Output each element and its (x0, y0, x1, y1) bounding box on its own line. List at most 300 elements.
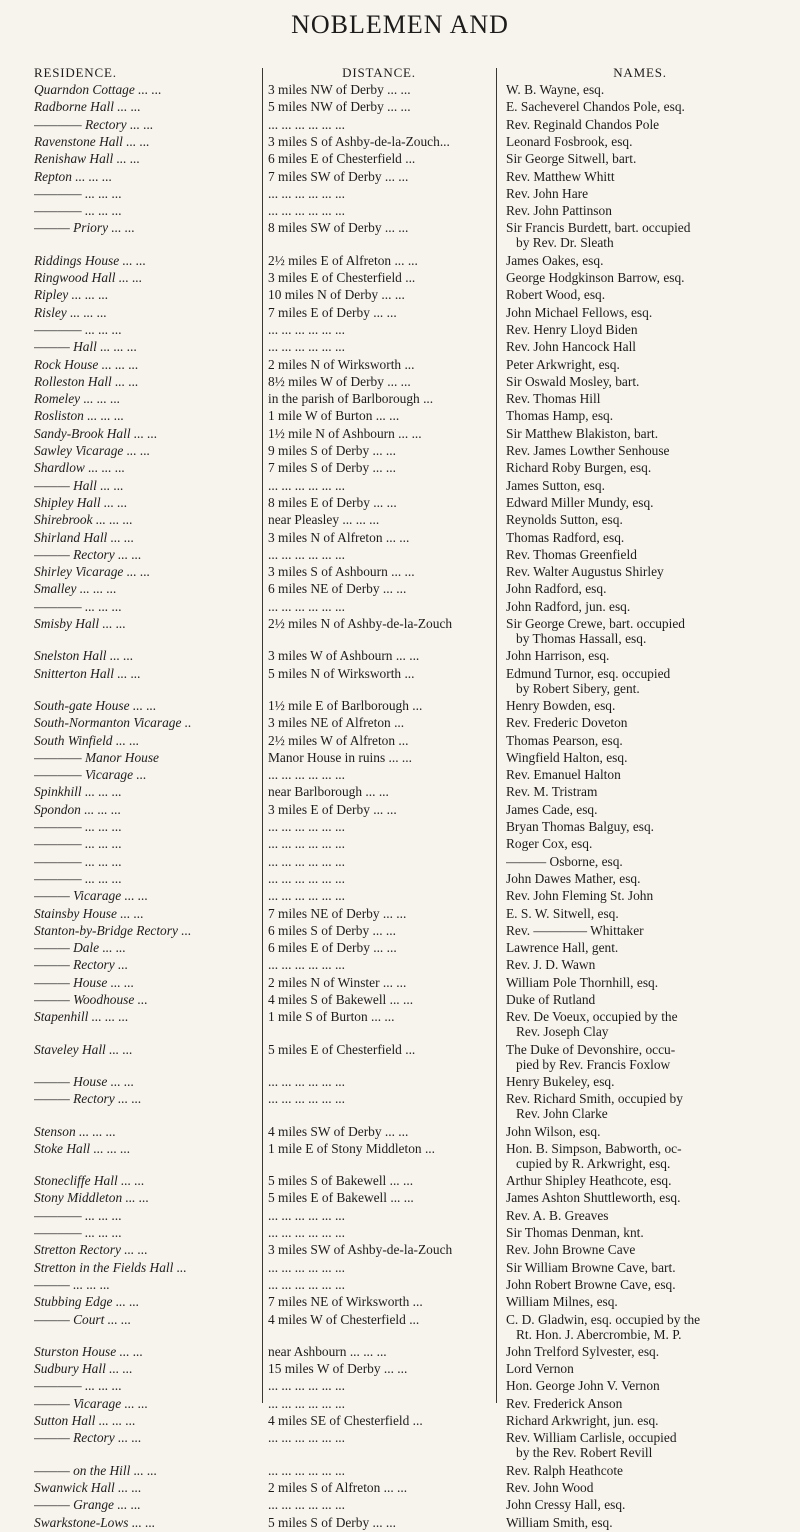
name-cell (506, 1515, 774, 1530)
name-cell (506, 151, 774, 166)
name-continuation: by Rev. Dr. Sleath (516, 235, 614, 251)
name-cell (506, 616, 774, 646)
name-cell (506, 784, 774, 799)
name-text: Rev. John Hancock Hall (506, 339, 637, 355)
residence-cell: ———— ... ... ... (34, 1207, 122, 1223)
distance-cell: ... ... ... ... ... ... (268, 1462, 345, 1478)
name-text: Edmund Turnor, esq. occupied (506, 665, 671, 681)
name-text: Peter Arkwright, esq. (506, 356, 620, 372)
name-cell (506, 443, 774, 458)
name-cell (506, 408, 774, 423)
name-cell (506, 253, 774, 268)
name-cell (506, 270, 774, 285)
name-cell (506, 305, 774, 320)
name-cell (506, 957, 774, 972)
residence-cell: Sutton Hall ... ... ... (34, 1413, 136, 1428)
name-text: Rev. Thomas Greenfield (506, 546, 637, 562)
residence-cell: ———— ... ... ... (34, 836, 122, 852)
distance-cell: 1 mile E of Stony Middleton ... (268, 1140, 436, 1156)
name-text: Duke of Rutland (506, 992, 596, 1007)
distance-cell: near Pleasley ... ... ... (268, 512, 380, 528)
name-cell (506, 322, 774, 337)
name-cell (506, 1463, 774, 1478)
name-cell (506, 460, 774, 475)
name-text: Henry Bukeley, esq. (506, 1073, 615, 1089)
name-text: Henry Bowden, esq. (506, 697, 616, 713)
name-continuation: Rev. John Clarke (516, 1106, 608, 1122)
residence-cell: ——— Grange ... ... (34, 1497, 141, 1513)
residence-cell: Riddings House ... ... (34, 252, 146, 268)
name-text: Leonard Fosbrook, esq. (506, 133, 633, 149)
residence-cell: Stainsby House ... ... (34, 905, 144, 921)
residence-cell: ———— ... ... ... (34, 321, 122, 337)
name-cell (506, 1430, 774, 1460)
distance-cell: 7 miles NE of Wirksworth ... (268, 1294, 423, 1310)
name-cell (506, 357, 774, 372)
name-cell (506, 186, 774, 201)
name-text: William Smith, esq. (506, 1514, 613, 1530)
distance-cell: Manor House in ruins ... ... (268, 749, 412, 765)
distance-cell: near Ashbourn ... ... ... (268, 1343, 387, 1359)
distance-cell: 3 miles SW of Ashby-de-la-Zouch (268, 1242, 453, 1258)
name-cell (506, 478, 774, 493)
distance-cell: 5 miles NW of Derby ... ... (268, 99, 411, 115)
name-text: Rev. Richard Smith, occupied by (506, 1091, 683, 1107)
name-cell (506, 666, 774, 696)
residence-cell: ———— Manor House (34, 749, 159, 765)
residence-cell: ——— on the Hill ... ... (34, 1462, 158, 1478)
distance-cell: 6 miles S of Derby ... ... (268, 922, 396, 938)
distance-cell: 8 miles E of Derby ... ... (268, 494, 397, 510)
name-text: Sir Thomas Denman, knt. (506, 1225, 644, 1240)
name-cell (506, 1225, 774, 1240)
name-text: Rev. Thomas Hill (506, 391, 601, 407)
name-cell (506, 1242, 774, 1257)
name-cell (506, 1312, 774, 1342)
distance-cell: ... ... ... ... ... ... (268, 321, 345, 337)
residence-cell: ———— ... ... ... (34, 819, 122, 834)
name-cell (506, 391, 774, 406)
name-text: Robert Wood, esq. (506, 287, 606, 303)
distance-cell: 2 miles N of Winster ... ... (268, 974, 407, 990)
distance-cell: 4 miles SE of Chesterfield ... (268, 1413, 423, 1428)
residence-cell: Stoke Hall ... ... ... (34, 1140, 131, 1156)
residence-cell: South Winfield ... ... (34, 732, 140, 748)
column-divider (262, 68, 263, 1403)
residence-cell: Ravenstone Hall ... ... (34, 133, 150, 149)
page-title: NOBLEMEN AND (291, 10, 509, 39)
name-text: W. B. Wayne, esq. (506, 82, 605, 97)
residence-cell: ——— ... ... ... (34, 1276, 110, 1292)
name-cell (506, 547, 774, 562)
name-cell (506, 648, 774, 663)
name-cell (506, 975, 774, 990)
name-text: John Michael Fellows, esq. (506, 304, 653, 320)
name-cell (506, 564, 774, 579)
distance-cell: 10 miles N of Derby ... ... (268, 287, 405, 303)
residence-cell: ———— ... ... ... (34, 185, 122, 201)
name-text: Rev. ———— Whittaker (506, 922, 644, 938)
distance-cell: 3 miles E of Derby ... ... (268, 801, 397, 817)
name-cell (506, 1074, 774, 1089)
name-text: Edward Miller Mundy, esq. (506, 494, 654, 510)
distance-cell: ... ... ... ... ... ... (268, 1091, 345, 1107)
distance-cell: ... ... ... ... ... ... (268, 1395, 345, 1411)
name-cell (506, 1277, 774, 1292)
distance-list (268, 82, 490, 1532)
residence-cell: ———— ... ... ... (34, 870, 122, 886)
distance-cell: 6 miles NE of Derby ... ... (268, 581, 407, 597)
name-cell (506, 1190, 774, 1205)
names-list (506, 82, 774, 1532)
name-text: Thomas Hamp, esq. (506, 408, 614, 424)
distance-cell: 3 miles W of Ashbourn ... ... (268, 648, 420, 664)
distance-cell: 1 mile W of Burton ... ... (268, 408, 400, 424)
residence-cell: ——— Dale ... ... (34, 940, 126, 956)
distance-cell: ... ... ... ... ... ... (268, 1430, 345, 1446)
name-text: The Duke of Devonshire, occu- (506, 1041, 676, 1057)
name-cell (506, 82, 774, 97)
name-text: John Trelford Sylvester, esq. (506, 1343, 660, 1359)
name-cell (506, 581, 774, 596)
name-text: Sir George Sitwell, bart. (506, 151, 637, 167)
residence-cell: ——— Vicarage ... ... (34, 1395, 148, 1411)
name-cell (506, 1042, 774, 1072)
residence-cell: Radborne Hall ... ... (34, 99, 141, 115)
name-cell (506, 888, 774, 903)
distance-cell: 8 miles SW of Derby ... ... (268, 220, 409, 236)
distance-cell: 5 miles S of Derby ... ... (268, 1514, 396, 1530)
distance-cell: 2½ miles W of Alfreton ... (268, 732, 409, 748)
name-text: Rev. Henry Lloyd Biden (506, 321, 638, 337)
residence-cell: Sturston House ... ... (34, 1343, 143, 1359)
name-text: Rev. Reginald Chandos Pole (506, 116, 660, 132)
name-text: Bryan Thomas Balguy, esq. (506, 819, 655, 834)
residence-cell: Swarkstone-Lows ... ... (34, 1514, 156, 1530)
distance-cell: ... ... ... ... ... ... (268, 1276, 345, 1292)
distance-cell: ... ... ... ... ... ... (268, 598, 345, 614)
distance-header: DISTANCE. (342, 65, 416, 80)
distance-cell: 5 miles E of Bakewell ... ... (268, 1190, 414, 1206)
distance-cell: 9 miles S of Derby ... ... (268, 443, 396, 458)
residence-cell: Repton ... ... ... (34, 168, 113, 184)
residence-cell: ———— Rectory ... ... (34, 116, 154, 132)
residence-cell: ———— ... ... ... (34, 598, 122, 614)
name-continuation: by the Rev. Robert Revill (516, 1445, 653, 1461)
name-cell (506, 750, 774, 765)
distance-cell: ... ... ... ... ... ... (268, 853, 345, 869)
name-text: Rev. John Hare (506, 185, 589, 201)
residence-cell: South-gate House ... ... (34, 697, 157, 713)
name-text: Rev. John Fleming St. John (506, 888, 654, 904)
name-text: Rev. James Lowther Senhouse (506, 443, 670, 458)
distance-cell: 7 miles E of Derby ... ... (268, 304, 397, 320)
residence-cell: South-Normanton Vicarage .. (34, 715, 192, 731)
name-text: Rev. John Browne Cave (506, 1242, 636, 1258)
residence-cell: ———— Vicarage ... (34, 767, 147, 783)
name-text: Rev. John Pattinson (506, 203, 612, 219)
residence-cell: Spinkhill ... ... ... (34, 784, 122, 800)
name-cell (506, 426, 774, 441)
name-text: ——— Osborne, esq. (506, 853, 623, 869)
names-column (506, 65, 774, 1532)
name-text: Thomas Radford, esq. (506, 529, 625, 545)
distance-cell: 2½ miles N of Ashby-de-la-Zouch (268, 616, 453, 631)
residence-cell: Stony Middleton ... ... (34, 1190, 149, 1206)
name-text: Lawrence Hall, gent. (506, 940, 619, 956)
name-text: Wingfield Halton, esq. (506, 749, 628, 765)
name-text: James Ashton Shuttleworth, esq. (506, 1190, 681, 1206)
residence-cell: Shardlow ... ... ... (34, 460, 126, 476)
name-cell (506, 854, 774, 869)
distance-cell: ... ... ... ... ... ... (268, 1225, 345, 1240)
name-cell (506, 992, 774, 1007)
name-cell (506, 1344, 774, 1359)
name-text: Arthur Shipley Heathcote, esq. (506, 1173, 672, 1189)
name-cell (506, 871, 774, 886)
name-text: Rev. Ralph Heathcote (506, 1462, 624, 1478)
distance-cell: 3 miles NW of Derby ... ... (268, 82, 411, 97)
name-cell (506, 1497, 774, 1512)
name-continuation: pied by Rev. Francis Foxlow (516, 1056, 671, 1072)
name-text: John Robert Browne Cave, esq. (506, 1276, 676, 1292)
name-text: Rev. William Carlisle, occupied (506, 1430, 677, 1446)
distance-cell: near Barlborough ... ... (268, 784, 389, 800)
name-cell (506, 733, 774, 748)
residence-cell: Rock House ... ... ... (34, 356, 139, 372)
name-text: Rev. M. Tristram (506, 784, 598, 800)
residence-cell: Swanwick Hall ... ... (34, 1479, 142, 1495)
residence-cell: Ringwood Hall ... ... (34, 270, 143, 285)
name-cell (506, 1480, 774, 1495)
distance-cell: ... ... ... ... ... ... (268, 116, 345, 132)
name-cell (506, 1378, 774, 1393)
name-text: Sir William Browne Cave, bart. (506, 1259, 676, 1275)
distance-cell: 3 miles N of Alfreton ... ... (268, 529, 410, 545)
distance-cell: 2 miles S of Alfreton ... ... (268, 1479, 408, 1495)
name-cell (506, 495, 774, 510)
residence-cell: Smalley ... ... ... (34, 581, 117, 597)
distance-cell: 5 miles S of Bakewell ... ... (268, 1173, 414, 1189)
distance-cell: ... ... ... ... ... ... (268, 870, 345, 886)
residence-cell: ——— Woodhouse ... (34, 992, 148, 1007)
residence-cell: Stanton-by-Bridge Rectory ... (34, 922, 192, 938)
residence-cell: Shirland Hall ... ... (34, 529, 135, 545)
name-continuation: by Thomas Hassall, esq. (516, 631, 647, 646)
residence-cell: ——— House ... ... (34, 974, 135, 990)
residence-cell: ——— Hall ... ... (34, 477, 124, 493)
distance-cell: ... ... ... ... ... ... (268, 767, 345, 783)
distance-cell: 4 miles W of Chesterfield ... (268, 1311, 420, 1327)
name-cell (506, 698, 774, 713)
distance-cell: 3 miles S of Ashbourn ... ... (268, 564, 415, 580)
name-cell (506, 117, 774, 132)
distance-cell: 4 miles S of Bakewell ... ... (268, 992, 414, 1007)
residence-cell: Shirebrook ... ... ... (34, 512, 133, 528)
name-cell (506, 374, 774, 389)
name-text: John Dawes Mather, esq. (506, 870, 641, 886)
distance-cell: ... ... ... ... ... ... (268, 185, 345, 201)
distance-cell: 1½ mile E of Barlborough ... (268, 697, 423, 713)
name-cell (506, 1260, 774, 1275)
distance-cell: ... ... ... ... ... ... (268, 339, 345, 355)
name-cell (506, 203, 774, 218)
residence-cell: Spondon ... ... ... (34, 801, 122, 817)
name-text: Rev. A. B. Greaves (506, 1207, 609, 1223)
residence-cell: Romeley ... ... ... (34, 391, 121, 407)
distance-cell: 7 miles S of Derby ... ... (268, 460, 396, 476)
name-cell (506, 1091, 774, 1121)
distance-cell: 5 miles N of Wirksworth ... (268, 665, 415, 681)
name-text: Sir George Crewe, bart. occupied (506, 616, 685, 631)
residence-cell: ——— Rectory ... (34, 957, 129, 973)
distance-cell: 6 miles E of Derby ... ... (268, 940, 397, 956)
name-cell (506, 1294, 774, 1309)
distance-cell: ... ... ... ... ... ... (268, 1259, 345, 1275)
name-text: Reynolds Sutton, esq. (506, 512, 623, 528)
residence-cell: Rolleston Hall ... ... (34, 373, 139, 389)
name-text: Rev. Walter Augustus Shirley (506, 564, 664, 580)
residence-cell: ——— Court ... ... (34, 1311, 132, 1327)
name-cell (506, 940, 774, 955)
name-cell (506, 134, 774, 149)
name-continuation: by Robert Sibery, gent. (516, 680, 640, 696)
name-cell (506, 1009, 774, 1039)
residence-column (34, 65, 258, 1532)
name-cell (506, 512, 774, 527)
distance-cell: ... ... ... ... ... ... (268, 1497, 345, 1513)
name-cell (506, 1173, 774, 1188)
residence-cell: Quarndon Cottage ... ... (34, 82, 162, 97)
distance-cell: 2½ miles E of Alfreton ... ... (268, 252, 418, 268)
name-text: Hon. B. Simpson, Babworth, oc- (506, 1140, 682, 1156)
residence-cell: Stenson ... ... ... (34, 1123, 116, 1139)
name-cell (506, 99, 774, 114)
name-text: Rev. Frederick Anson (506, 1395, 623, 1411)
name-cell (506, 1361, 774, 1376)
residence-cell: Sandy-Brook Hall ... ... (34, 425, 158, 441)
residence-cell: ———— ... ... ... (34, 1225, 122, 1240)
name-text: Sir Francis Burdett, bart. occupied (506, 220, 691, 236)
name-cell (506, 339, 774, 354)
residence-cell: Ripley ... ... ... (34, 287, 109, 303)
distance-cell: 15 miles W of Derby ... ... (268, 1361, 408, 1377)
distance-cell: 2 miles N of Wirksworth ... (268, 356, 415, 372)
name-cell (506, 599, 774, 614)
distance-cell: 3 miles S of Ashby-de-la-Zouch... (268, 133, 450, 149)
name-text: James Oakes, esq. (506, 252, 604, 268)
name-cell (506, 530, 774, 545)
name-text: Rev. Frederic Doveton (506, 715, 628, 731)
residence-cell: Shirley Vicarage ... ... (34, 564, 151, 580)
name-text: Rev. John Wood (506, 1479, 594, 1495)
residence-cell: Renishaw Hall ... ... (34, 151, 141, 167)
column-divider (496, 68, 497, 1403)
residence-cell: ——— Priory ... ... (34, 220, 135, 236)
name-continuation: Rev. Joseph Clay (516, 1024, 609, 1040)
distance-cell: 7 miles SW of Derby ... ... (268, 168, 409, 184)
residence-cell: Snitterton Hall ... ... (34, 665, 141, 681)
distance-cell: 3 miles E of Chesterfield ... (268, 270, 416, 285)
residence-cell: ——— Hall ... ... ... (34, 339, 138, 355)
distance-cell: ... ... ... ... ... ... (268, 203, 345, 219)
distance-cell: 1½ mile N of Ashbourn ... ... (268, 425, 422, 441)
name-text: Rev. J. D. Wawn (506, 957, 596, 973)
distance-cell: ... ... ... ... ... ... (268, 546, 345, 562)
residence-cell: Stretton in the Fields Hall ... (34, 1259, 187, 1275)
residence-cell: ——— House ... ... (34, 1073, 135, 1089)
name-continuation: Rt. Hon. J. Abercrombie, M. P. (516, 1326, 682, 1342)
residence-cell: Stretton Rectory ... ... (34, 1242, 148, 1258)
residence-cell: Smisby Hall ... ... (34, 616, 126, 631)
name-text: George Hodgkinson Barrow, esq. (506, 270, 685, 285)
name-text: James Cade, esq. (506, 801, 598, 817)
distance-cell: ... ... ... ... ... ... (268, 1378, 345, 1394)
distance-cell: 4 miles SW of Derby ... ... (268, 1123, 409, 1139)
residence-cell: Sawley Vicarage ... ... (34, 443, 151, 458)
distance-cell: ... ... ... ... ... ... (268, 477, 345, 493)
residence-cell: ——— Rectory ... ... (34, 1091, 142, 1107)
distance-cell: 8½ miles W of Derby ... ... (268, 373, 411, 389)
residence-cell: Stubbing Edge ... ... (34, 1294, 140, 1310)
distance-cell: ... ... ... ... ... ... (268, 1207, 345, 1223)
residence-cell: ——— Vicarage ... ... (34, 888, 148, 904)
residence-cell: Stonecliffe Hall ... ... (34, 1173, 145, 1189)
name-text: Rev. Matthew Whitt (506, 168, 615, 184)
names-header: NAMES. (613, 65, 667, 80)
residence-cell: Shipley Hall ... ... (34, 494, 128, 510)
name-cell (506, 836, 774, 851)
distance-cell: ... ... ... ... ... ... (268, 888, 345, 904)
name-cell (506, 1141, 774, 1171)
residence-cell: Rosliston ... ... ... (34, 408, 125, 424)
name-text: Thomas Pearson, esq. (506, 732, 623, 748)
name-cell (506, 220, 774, 250)
residence-cell: Risley ... ... ... (34, 304, 107, 320)
name-cell (506, 906, 774, 921)
name-cell (506, 287, 774, 302)
residence-cell: ———— ... ... ... (34, 853, 122, 869)
residence-cell: Stapenhill ... ... ... (34, 1009, 129, 1025)
distance-cell: ... ... ... ... ... ... (268, 819, 345, 834)
name-text: Sir Oswald Mosley, bart. (506, 373, 640, 389)
name-text: William Pole Thornhill, esq. (506, 974, 659, 990)
name-text: Hon. George John V. Vernon (506, 1378, 660, 1394)
name-continuation: cupied by R. Arkwright, esq. (516, 1155, 671, 1171)
residence-list (34, 82, 258, 1532)
name-text: E. Sacheverel Chandos Pole, esq. (506, 99, 685, 115)
name-cell (506, 715, 774, 730)
residence-cell: ——— Rectory ... ... (34, 1430, 142, 1446)
distance-cell: ... ... ... ... ... ... (268, 1073, 345, 1089)
name-text: Roger Cox, esq. (506, 836, 593, 852)
name-cell (506, 1396, 774, 1411)
name-text: Richard Roby Burgen, esq. (506, 460, 652, 476)
name-text: Lord Vernon (506, 1361, 574, 1377)
distance-cell: ... ... ... ... ... ... (268, 836, 345, 852)
name-text: Richard Arkwright, jun. esq. (506, 1413, 659, 1428)
name-cell (506, 1413, 774, 1428)
distance-cell: 6 miles E of Chesterfield ... (268, 151, 416, 167)
distance-column (268, 65, 490, 1532)
distance-cell: in the parish of Barlborough ... (268, 391, 434, 407)
residence-cell: Sudbury Hall ... ... (34, 1361, 133, 1377)
name-text: William Milnes, esq. (506, 1294, 618, 1310)
name-text: C. D. Gladwin, esq. occupied by the (506, 1311, 701, 1327)
name-text: Rev. Emanuel Halton (506, 767, 621, 783)
name-text: John Radford, jun. esq. (506, 598, 631, 614)
distance-cell: 5 miles E of Chesterfield ... (268, 1041, 416, 1057)
